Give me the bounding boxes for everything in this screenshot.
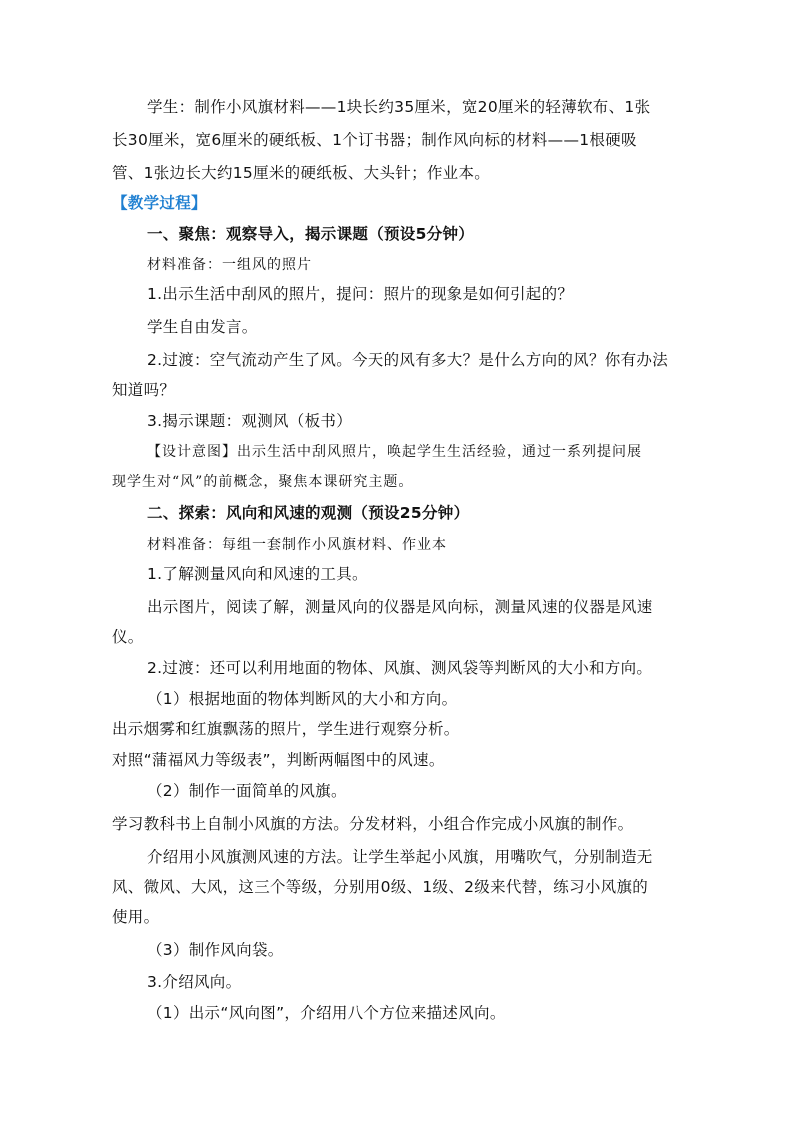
step-2-1: 1.了解测量风向和风速的工具。 (147, 565, 368, 583)
part-one-heading: 一、聚焦：观察导入，揭示课题（预设5分钟） (147, 225, 475, 243)
step-2-2-sub-2-detail-2-line-1: 介绍用小风旗测风速的方法。让学生举起小风旗，用嘴吹气，分别制造无 (147, 848, 653, 866)
step-1-3: 3.揭示课题：观测风（板书） (147, 412, 352, 430)
step-2-2-sub-2-detail-1: 学习教科书上自制小风旗的方法。分发材料，小组合作完成小风旗的制作。 (112, 815, 634, 833)
step-2-2: 2.过渡：还可以利用地面的物体、风旗、测风袋等判断风的大小和方向。 (147, 659, 653, 677)
step-2-2-sub-2: （2）制作一面简单的风旗。 (147, 782, 347, 800)
step-2-1-detail-line-2: 仪。 (112, 628, 144, 646)
step-2-2-sub-1-detail-2: 对照“蒲福风力等级表”，判断两幅图中的风速。 (112, 751, 445, 769)
step-2-1-detail-line-1: 出示图片，阅读了解，测量风向的仪器是风向标，测量风速的仪器是风速 (147, 598, 653, 616)
design-intent-line-1: 【设计意图】出示生活中刮风照片，唤起学生生活经验，通过一系列提问展 (147, 444, 642, 460)
step-2-2-sub-1-detail-1: 出示烟雾和红旗飘荡的照片，学生进行观察分析。 (112, 720, 460, 738)
step-1-2-line-2: 知道吗？ (112, 381, 176, 399)
step-2-2-sub-2-detail-2-line-3: 使用。 (112, 908, 160, 926)
step-2-3-sub-1: （1）出示“风向图”，介绍用八个方位来描述风向。 (147, 1004, 506, 1022)
materials-students-line-3: 管、1张边长大约15厘米的硬纸板、大头针；作业本。 (112, 164, 491, 182)
design-intent-line-2: 现学生对“风”的前概念，聚焦本课研究主题。 (112, 474, 414, 490)
materials-students-line-1: 学生：制作小风旗材料——1块长约35厘米，宽20厘米的轻薄软布、1张 (147, 98, 651, 116)
step-2-2-sub-1: （1）根据地面的物体判断风的大小和方向。 (147, 690, 458, 708)
step-1-1-response: 学生自由发言。 (147, 318, 258, 336)
part-one-materials: 材料准备：一组风的照片 (147, 257, 312, 273)
section-heading-teaching-process: 【教学过程】 (112, 194, 207, 212)
part-two-materials: 材料准备：每组一套制作小风旗材料、作业本 (147, 537, 447, 553)
step-2-2-sub-2-detail-2-line-2: 风、微风、大风，这三个等级，分别用0级、1级、2级来代替，练习小风旗的 (112, 878, 649, 896)
step-1-2-line-1: 2.过渡：空气流动产生了风。今天的风有多大？是什么方向的风？你有办法 (147, 351, 668, 369)
materials-students-line-2: 长30厘米，宽6厘米的硬纸板、1个订书器；制作风向标的材料——1根硬吸 (112, 131, 637, 149)
step-2-2-sub-3: （3）制作风向袋。 (147, 941, 284, 959)
step-1-1: 1.出示生活中刮风的照片，提问：照片的现象是如何引起的？ (147, 285, 574, 303)
step-2-3: 3.介绍风向。 (147, 973, 242, 991)
part-two-heading: 二、探索：风向和风速的观测（预设25分钟） (147, 504, 470, 522)
